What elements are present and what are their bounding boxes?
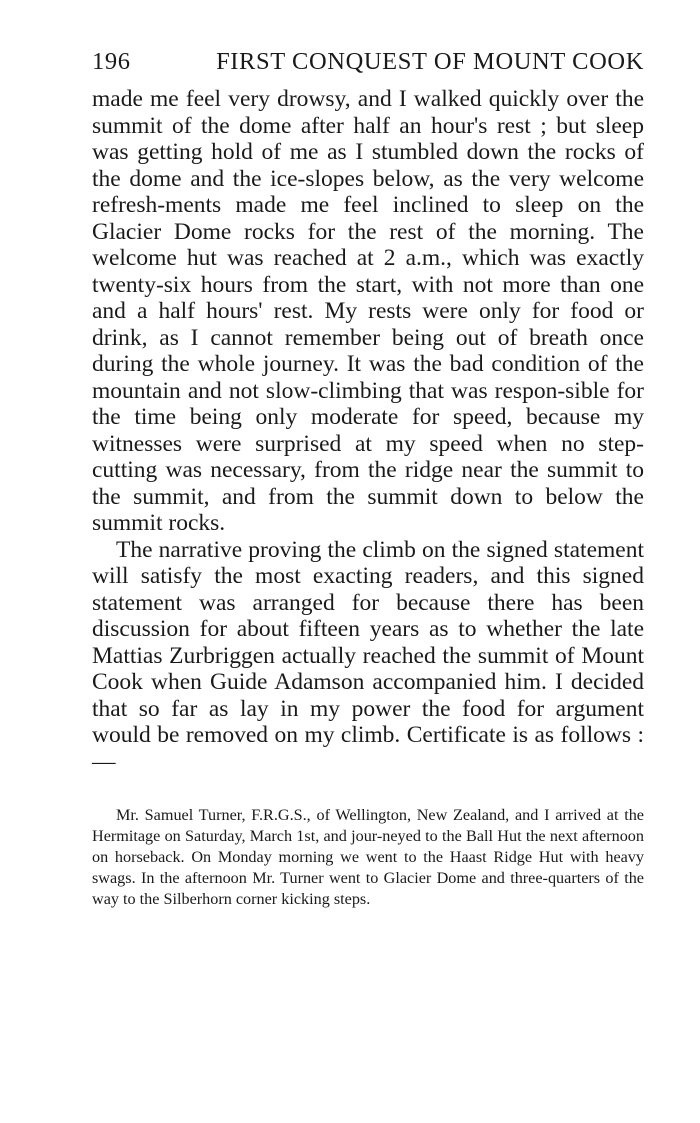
certificate-quote (92, 805, 644, 910)
certificate-text: Mr. Samuel Turner, F.R.G.S., of Wellington, New Zealand, and I arrived at the Hermitage on Saturday, March 1st, and jour-neyed to the Ball Hut the next afternoon on horseback. On Monday morning we went to the Haast Ridge Hut with heavy swags. In the afternoon Mr. Turner went to Glacier Dome and three-quarters of the way to the Silberhorn corner kicking steps. (92, 806, 644, 908)
book-page (92, 46, 644, 910)
paragraph-1: made me feel very drowsy, and I walked quickly over the summit of the dome after half an hour's rest ; but sleep was getting hold of me as I stumbled down the rocks of the dome and the ice-slopes below, as the very welcome refresh-ments made me feel inclined to sleep on the Glacier Dome rocks for the rest of the morning. The welcome hut was reached at 2 a.m., which was exactly twenty-six hours from the start, with not more than one and a half hours' rest. My rests were only for food or drink, as I cannot remember being out of breath once during the whole journey. It was the bad condition of the mountain and not slow-climbing that was respon-sible for the time being only moderate for speed, because my witnesses were surprised at my speed when no step-cutting was necessary, from the ridge near the summit to the summit, and from the summit down to below the summit rocks. (92, 86, 644, 536)
running-head (92, 46, 644, 86)
page-number: 196 (92, 48, 131, 75)
body-text (92, 86, 644, 775)
paragraph-2: The narrative proving the climb on the signed statement will satisfy the most exacting readers, and this signed statement was arranged for because there has been discussion for about fifteen years as to whether the late Mattias Zurbriggen actually reached the summit of Mount Cook when Guide Adamson accompanied him. I decided that so far as lay in my power the food for argument would be removed on my climb. Certificate is as follows :— (92, 536, 644, 775)
running-title: FIRST CONQUEST OF MOUNT COOK (216, 48, 644, 75)
